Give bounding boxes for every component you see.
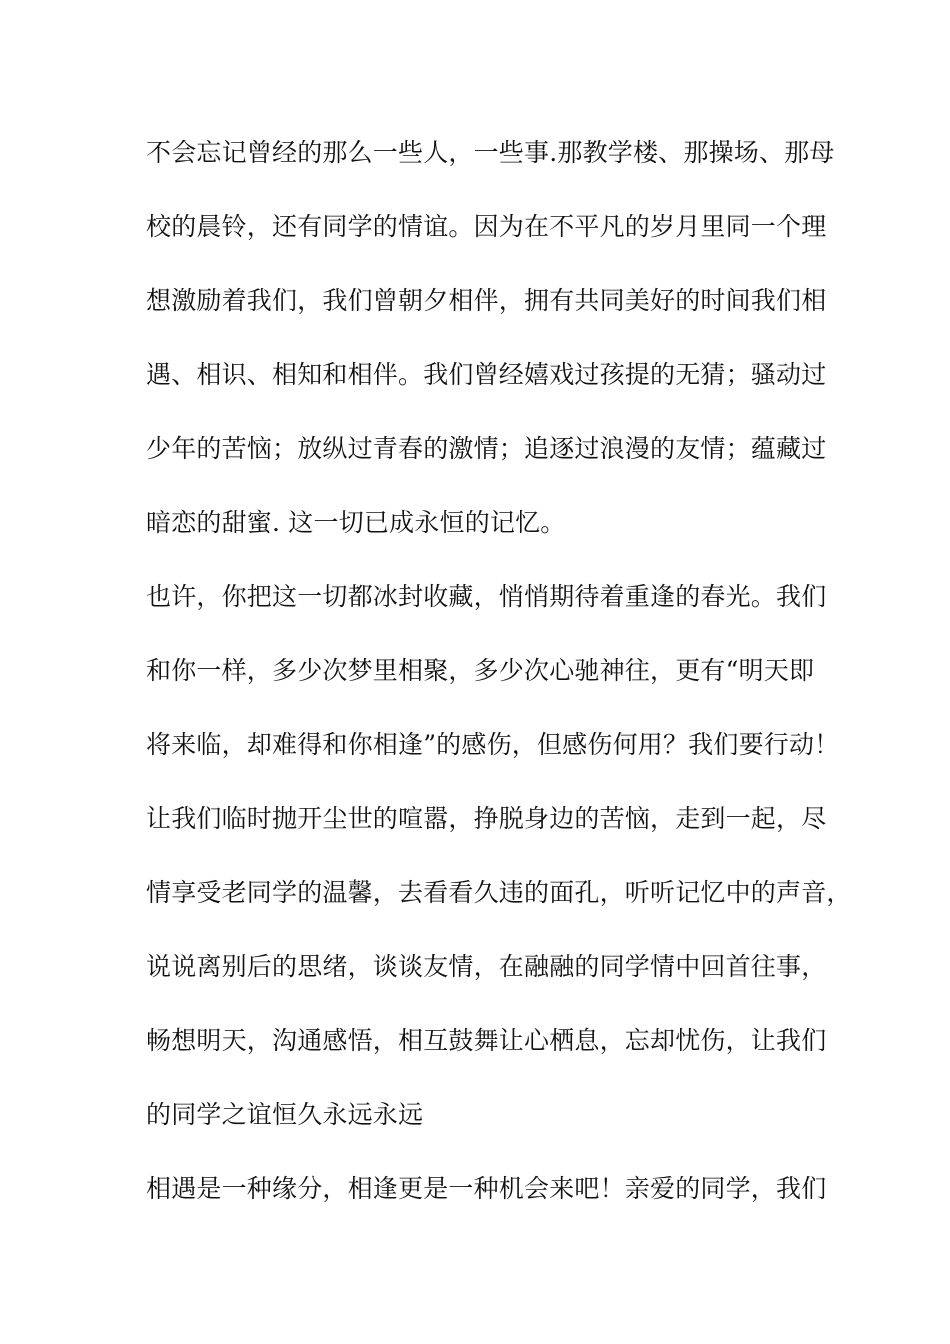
text-line-12: 说说离别后的思绪，谈谈友情，在融融的同学情中回首往事， [146,952,827,981]
text-line-13: 畅想明天，沟通感悟，相互鼓舞让心栖息，忘却忧伤，让我们 [146,1026,827,1055]
text-line-1: 不会忘记曾经的那么一些人，一些事.那教学楼、那操场、那母 [146,138,835,167]
text-line-6: 暗恋的甜蜜. 这一切已成永恒的记忆。 [146,508,566,537]
text-line-9: 将来临，却难得和你相逢”的感伤，但感伤何用？我们要行动！ [146,730,840,759]
text-line-4: 遇、相识、相知和相伴。我们曾经嬉戏过孩提的无猜；骚动过 [146,360,827,389]
text-line-7: 也许，你把这一切都冰封收藏，悄悄期待着重逢的春光。我们 [146,582,827,611]
body-text [146,132,852,1242]
text-line-14: 的同学之谊恒久永远永远 [146,1100,424,1129]
text-line-10: 让我们临时抛开尘世的喧嚣，挣脱身边的苦恼，走到一起，尽 [146,804,827,833]
text-line-15: 相遇是一种缘分，相逢更是一种机会来吧！亲爱的同学，我们 [146,1174,827,1203]
text-line-5: 少年的苦恼；放纵过青春的激情；追逐过浪漫的友情；蕴藏过 [146,434,827,463]
text-line-8: 和你一样，多少次梦里相聚，多少次心驰神往，更有“明天即 [146,656,815,685]
text-line-3: 想激励着我们，我们曾朝夕相伴，拥有共同美好的时间我们相 [146,286,827,315]
text-line-2: 校的晨铃，还有同学的情谊。因为在不平凡的岁月里同一个理 [146,212,827,241]
text-line-11: 情享受老同学的温馨，去看看久违的面孔，听听记忆中的声音， [146,878,852,907]
